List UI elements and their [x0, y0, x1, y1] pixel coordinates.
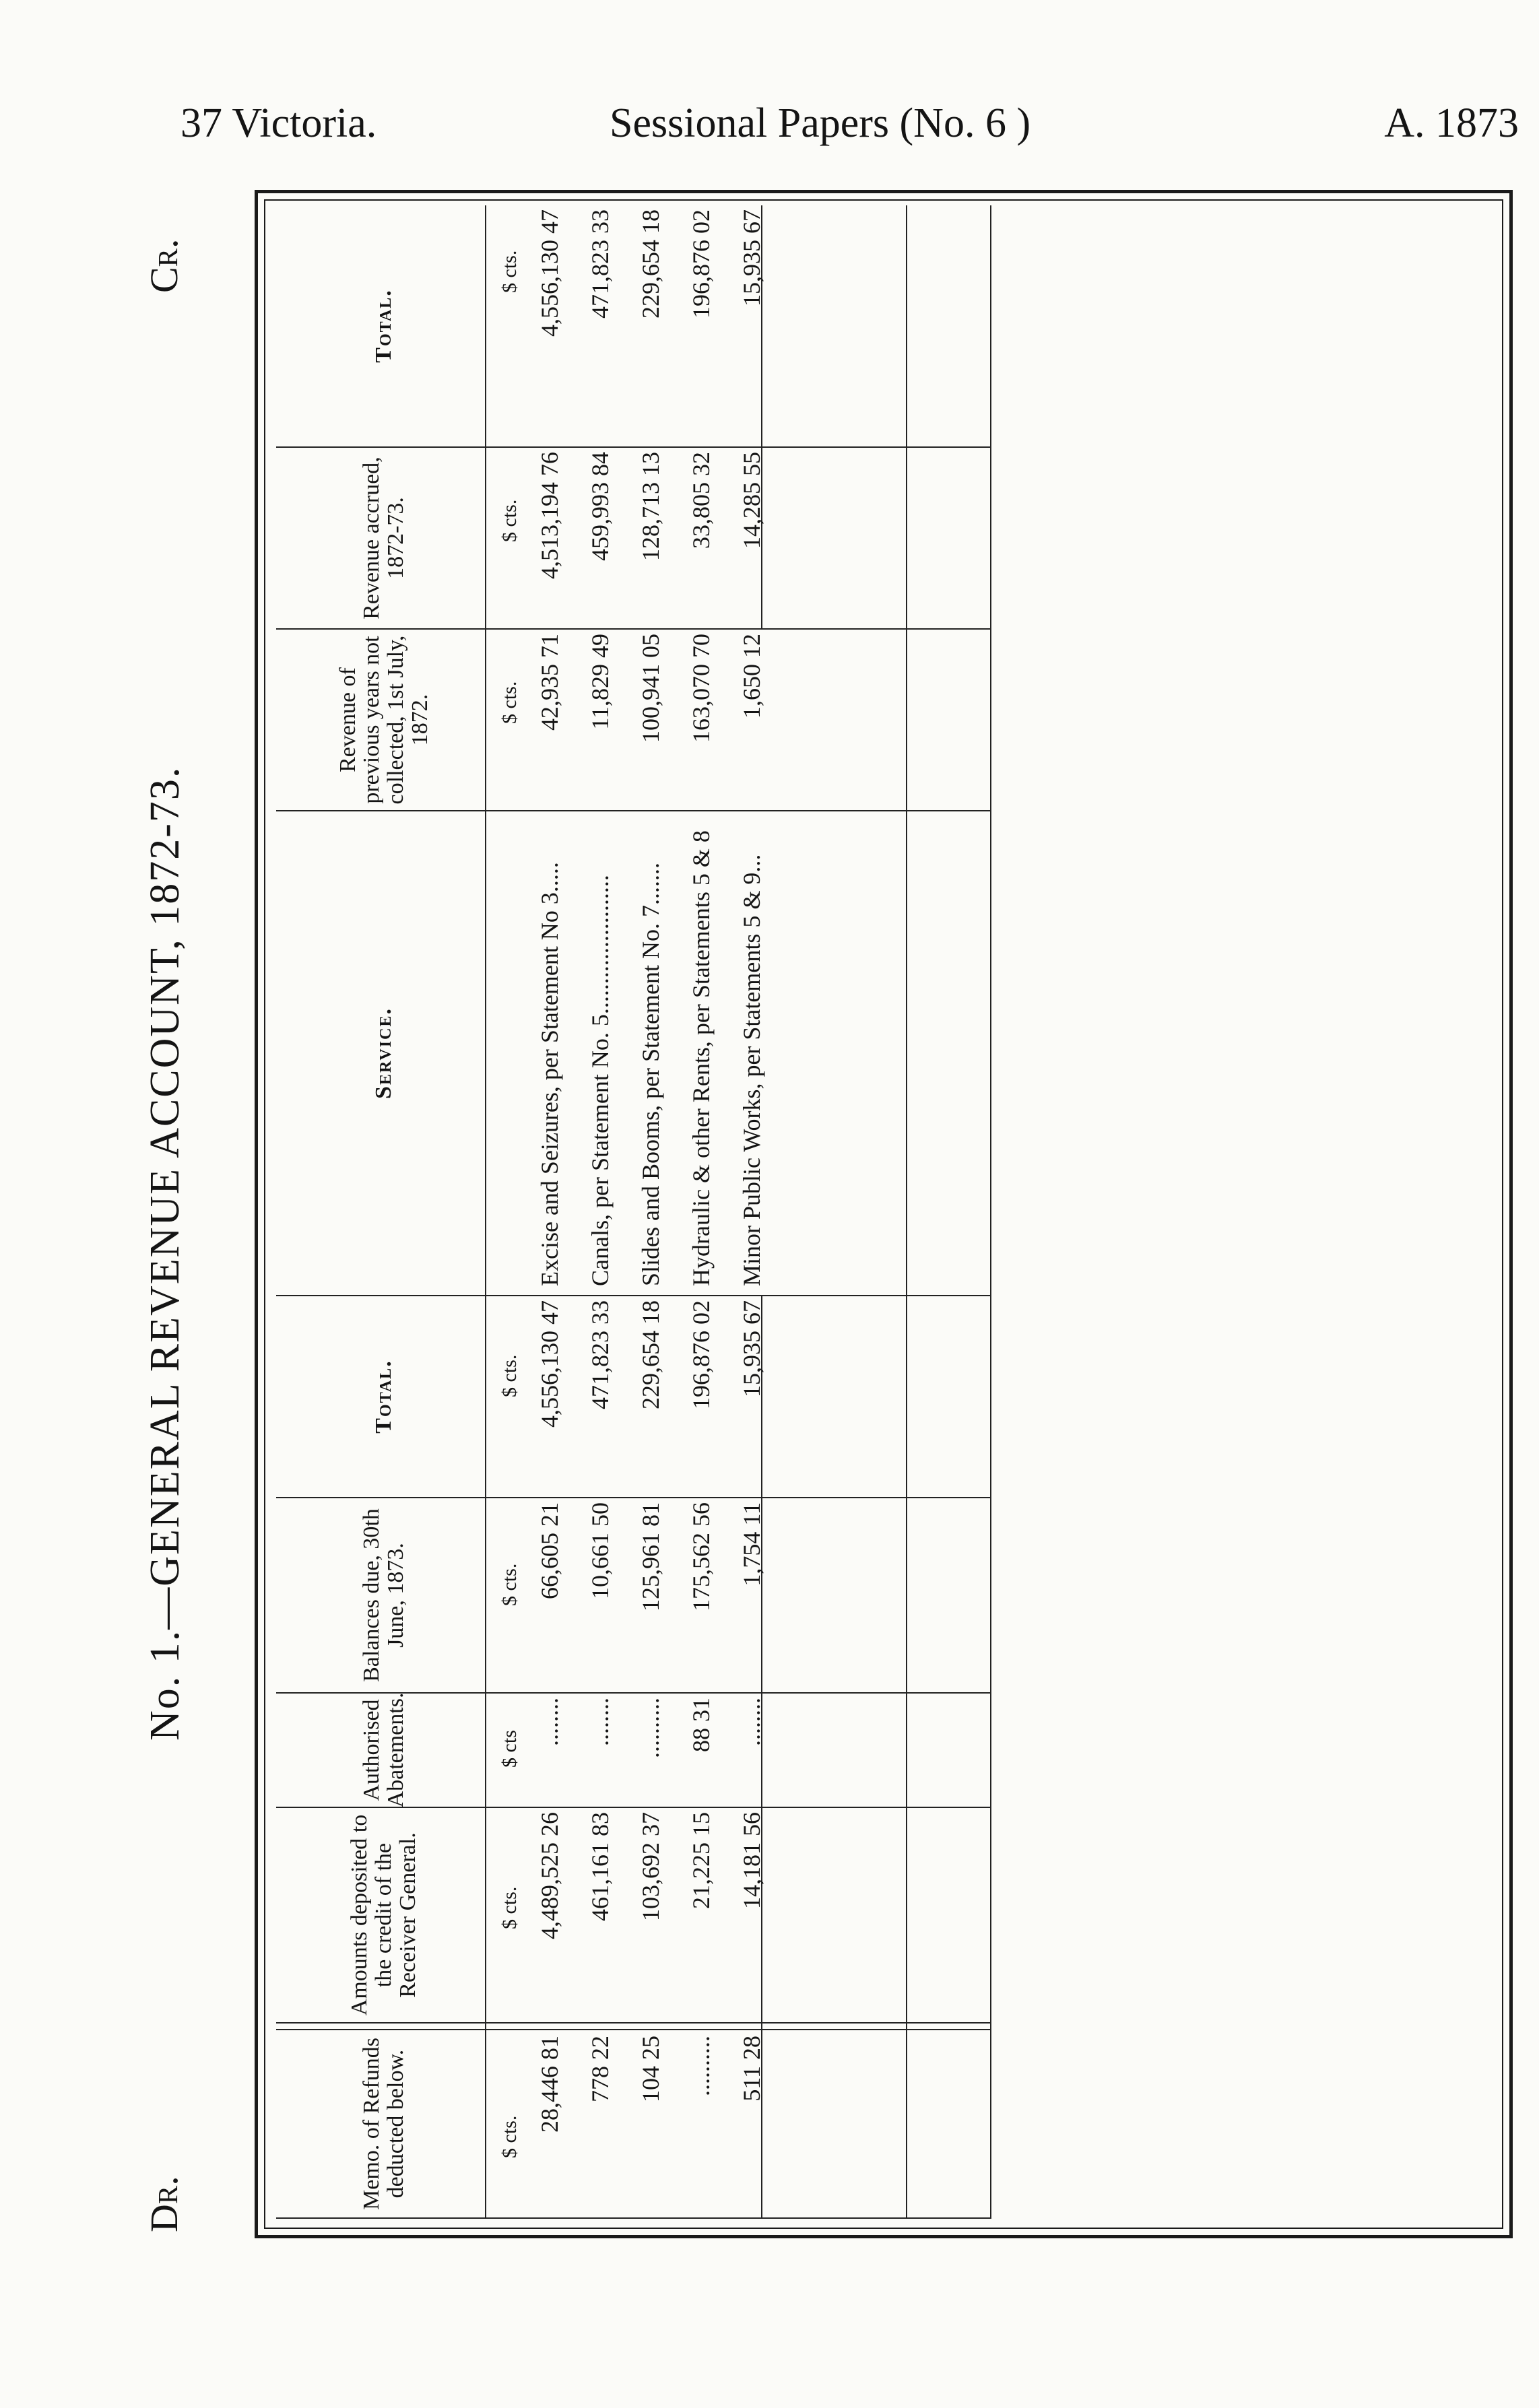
- cell-balance: 175,562 56: [688, 1502, 715, 1611]
- cell-total-credit: 229,654 18: [637, 209, 664, 319]
- cell-amount: 14,181 56: [738, 1812, 765, 1909]
- cell-service: Excise and Seizures, per Statement No 3.....: [536, 862, 563, 1286]
- cell-accrued: 459,993 84: [587, 452, 614, 561]
- units-previous: $ cts.: [498, 681, 521, 724]
- cell-accrued: 14,285 55: [738, 452, 765, 549]
- cell-previous: 42,935 71: [536, 634, 563, 731]
- cell-previous: 1,650 12: [738, 634, 765, 718]
- header-sessional-papers: Sessional Papers (No. 6 ): [610, 100, 1031, 146]
- cell-accrued: 128,713 13: [637, 452, 664, 561]
- units-accrued: $ cts.: [498, 499, 521, 542]
- units-memo: $ cts.: [498, 2115, 521, 2158]
- cell-total-credit: 15,935 67: [738, 209, 765, 306]
- rule-totals: [906, 205, 907, 2219]
- col-revenue-accrued: Revenue accrued, 1872-73.: [359, 457, 408, 620]
- col-previous-revenue: Revenue of previous years not collected, 1st July, 1872.: [335, 635, 432, 805]
- cell-service: Hydraulic & other Rents, per Statements 5 & 8: [688, 830, 715, 1286]
- cell-abatement: ..........: [637, 1698, 664, 1758]
- col-total-debit: Total.: [371, 1360, 397, 1434]
- cell-abatement: ........: [587, 1698, 614, 1746]
- cell-service: Minor Public Works, per Statements 5 & 9...: [738, 854, 765, 1286]
- cell-amount: 461,161 83: [587, 1812, 614, 1921]
- cell-total-credit: 196,876 02: [688, 209, 715, 319]
- cell-previous: 163,070 70: [688, 634, 715, 743]
- cell-total: 196,876 02: [688, 1300, 715, 1409]
- units-balances: $ cts.: [498, 1563, 521, 1606]
- cell-total: 4,556,130 47: [536, 1300, 563, 1428]
- cell-memo: 778 22: [587, 2036, 614, 2102]
- header-year: A. 1873: [1384, 100, 1519, 146]
- cell-amount: 21,225 15: [688, 1812, 715, 1909]
- debit-label: Dr.: [142, 2176, 186, 2232]
- cell-total: 229,654 18: [637, 1300, 664, 1409]
- cell-balance: 125,961 81: [637, 1502, 664, 1611]
- cell-abatement: 88 31: [688, 1698, 715, 1752]
- cell-amount: 4,489,525 26: [536, 1812, 563, 1939]
- rule-col: [276, 2022, 990, 2024]
- cell-previous: 11,829 49: [587, 634, 614, 730]
- cell-amount: 103,692 37: [637, 1812, 664, 1921]
- units-abatements: $ cts: [498, 1730, 521, 1768]
- cell-total-credit: 4,556,130 47: [536, 209, 563, 337]
- cell-total-credit: 471,823 33: [587, 209, 614, 319]
- cell-memo: 104 25: [637, 2036, 664, 2102]
- cell-memo: ..........: [688, 2036, 715, 2096]
- cell-balance: 66,605 21: [536, 1502, 563, 1599]
- rule-col: [276, 2217, 990, 2219]
- col-abatements: Authorised Abatements.: [359, 1692, 408, 1808]
- rotated-account-page: [142, 205, 1495, 2232]
- credit-label: Cr.: [142, 238, 186, 293]
- cell-previous: 100,941 05: [637, 634, 664, 743]
- cell-accrued: 4,513,194 76: [536, 452, 563, 579]
- cell-abatement: ........: [738, 1698, 765, 1746]
- col-service: Service.: [371, 1007, 397, 1099]
- cell-service: Slides and Booms, per Statement No. 7.......: [637, 863, 664, 1286]
- units-total-credit: $ cts.: [498, 250, 521, 293]
- rule-header: [485, 205, 486, 2219]
- col-total-credit: Total.: [371, 289, 397, 363]
- col-amounts-deposited: Amounts deposited to the credit of the Receiver General.: [347, 1814, 420, 2016]
- col-memo-refunds: Memo. of Refunds deducted below.: [359, 2038, 408, 2210]
- cell-balance: 1,754 11: [738, 1502, 765, 1586]
- cell-balance: 10,661 50: [587, 1502, 614, 1599]
- col-balances-due: Balances due, 30th June, 1873.: [359, 1508, 408, 1682]
- cell-memo: 28,446 81: [536, 2036, 563, 2133]
- cell-service: Canals, per Statement No. 5.......................: [587, 875, 614, 1286]
- cell-accrued: 33,805 32: [688, 452, 715, 549]
- units-amounts: $ cts.: [498, 1886, 521, 1929]
- account-title: No. 1.—GENERAL REVENUE ACCOUNT, 1872-73.: [142, 766, 188, 1741]
- cell-total: 471,823 33: [587, 1300, 614, 1409]
- cell-total: 15,935 67: [738, 1300, 765, 1397]
- cell-abatement: ........: [536, 1698, 563, 1746]
- units-total-debit: $ cts.: [498, 1354, 521, 1397]
- rule-bottom: [990, 205, 991, 2219]
- header-volume: 37 Victoria.: [181, 100, 377, 146]
- cell-memo: 511 28: [738, 2036, 765, 2102]
